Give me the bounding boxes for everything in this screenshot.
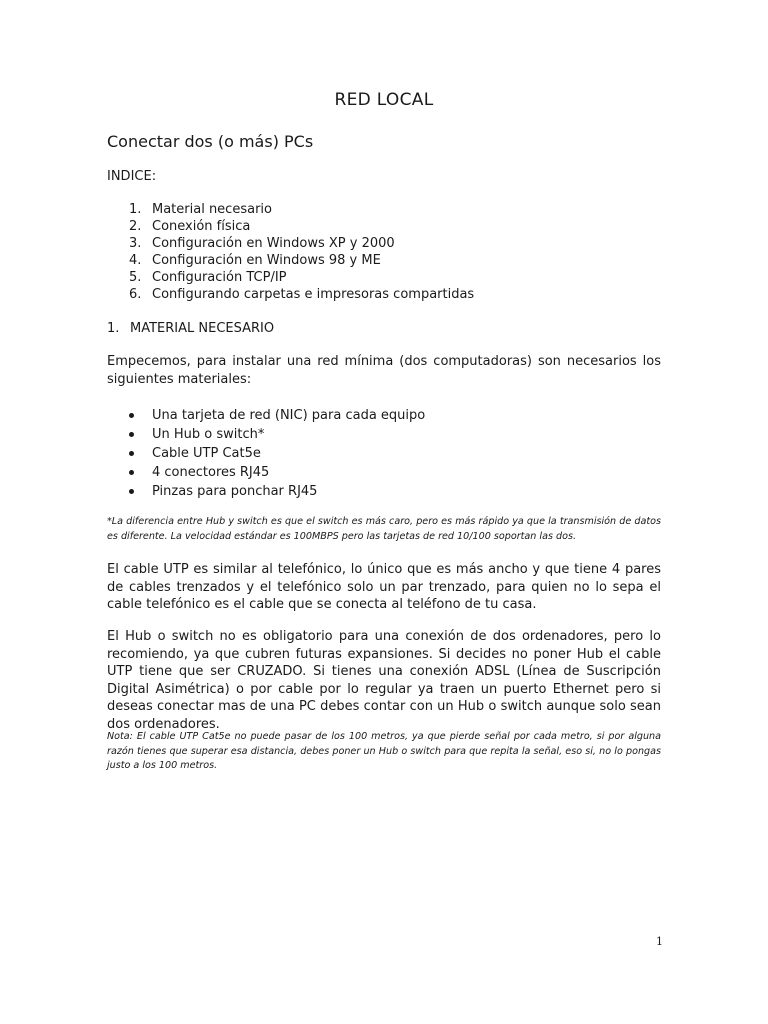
- index-item: [129, 252, 474, 269]
- cable-length-note: Nota: El cable UTP Cat5e no puede pasar de los 100 metros, ya que pierde señal por cada metro, si por alguna razón tienes que superar esa distancia, debes poner un Hub o switch para que repita la señal, eso si, no lo pongas justo a los 100 metros.: [107, 731, 661, 771]
- section-heading-text: MATERIAL NECESARIO: [130, 321, 275, 336]
- index-item-label: Configuración TCP/IP: [152, 270, 287, 285]
- index-list: [129, 201, 474, 303]
- bullet-icon: [129, 489, 134, 494]
- materials-list-item: [129, 463, 425, 482]
- index-item-number: 4.: [129, 253, 142, 268]
- hub-switch-paragraph: El Hub o switch no es obligatorio para una conexión de dos ordenadores, pero lo recomiendo, ya que cubren futuras expansiones. Si decides no poner Hub el cable UTP tiene que ser CRUZADO. Si tienes una conexión ADSL (Línea de Suscripción Digital Asimétrica) o por cable por lo regular ya traen un puerto Ethernet pero si deseas conectar mas de una PC debes contar con un Hub o switch aunque solo sean dos ordenadores.: [107, 629, 661, 732]
- materials-item-label: Un Hub o switch*: [152, 427, 265, 442]
- index-item-number: 6.: [129, 287, 142, 302]
- materials-item-label: 4 conectores RJ45: [152, 465, 270, 480]
- bullet-icon: [129, 413, 134, 418]
- index-item-label: Configurando carpetas e impresoras compartidas: [152, 287, 475, 302]
- materials-item-label: Una tarjeta de red (NIC) para cada equipo: [152, 408, 426, 423]
- document-subtitle: Conectar dos (o más) PCs: [107, 132, 314, 151]
- index-item: [129, 218, 474, 235]
- hub-switch-footnote: *La diferencia entre Hub y switch es que el switch es más caro, pero es más rápido ya que la transmisión de datos es diferente. La velocidad estándar es 100MBPS pero las tarjetas de red 10/100 soportan las dos.: [107, 516, 661, 542]
- index-item-label: Configuración en Windows XP y 2000: [152, 236, 395, 251]
- section-heading: [107, 321, 274, 336]
- document-title: RED LOCAL: [334, 90, 434, 110]
- index-item-label: Material necesario: [152, 202, 272, 217]
- materials-item-label: Cable UTP Cat5e: [152, 446, 261, 461]
- materials-item-label: Pinzas para ponchar RJ45: [152, 484, 318, 499]
- index-item-number: 1.: [129, 202, 142, 217]
- index-item: [129, 235, 474, 252]
- index-item-number: 3.: [129, 236, 142, 251]
- index-label: INDICE:: [107, 169, 157, 184]
- utp-cable-paragraph: El cable UTP es similar al telefónico, lo único que es más ancho y que tiene 4 pares de cables trenzados y el telefónico solo un par trenzado, para quien no lo sepa el cable telefónico es el cable que se conecta al teléfono de tu casa.: [107, 562, 661, 612]
- materials-list-item: [129, 406, 425, 425]
- materials-list-item: [129, 444, 425, 463]
- index-item: [129, 286, 474, 303]
- intro-paragraph: Empecemos, para instalar una red mínima (dos computadoras) son necesarios los siguientes materiales:: [107, 354, 661, 387]
- index-item: [129, 269, 474, 286]
- index-item-number: 2.: [129, 219, 142, 234]
- materials-list: [129, 406, 425, 501]
- materials-list-item: [129, 482, 425, 501]
- page-number: 1: [656, 935, 663, 948]
- section-heading-number: 1.: [107, 321, 120, 336]
- index-item-label: Configuración en Windows 98 y ME: [152, 253, 381, 268]
- bullet-icon: [129, 451, 134, 456]
- materials-list-item: [129, 425, 425, 444]
- index-item-label: Conexión física: [152, 219, 251, 234]
- index-item: [129, 201, 474, 218]
- bullet-icon: [129, 432, 134, 437]
- index-item-number: 5.: [129, 270, 142, 285]
- bullet-icon: [129, 470, 134, 475]
